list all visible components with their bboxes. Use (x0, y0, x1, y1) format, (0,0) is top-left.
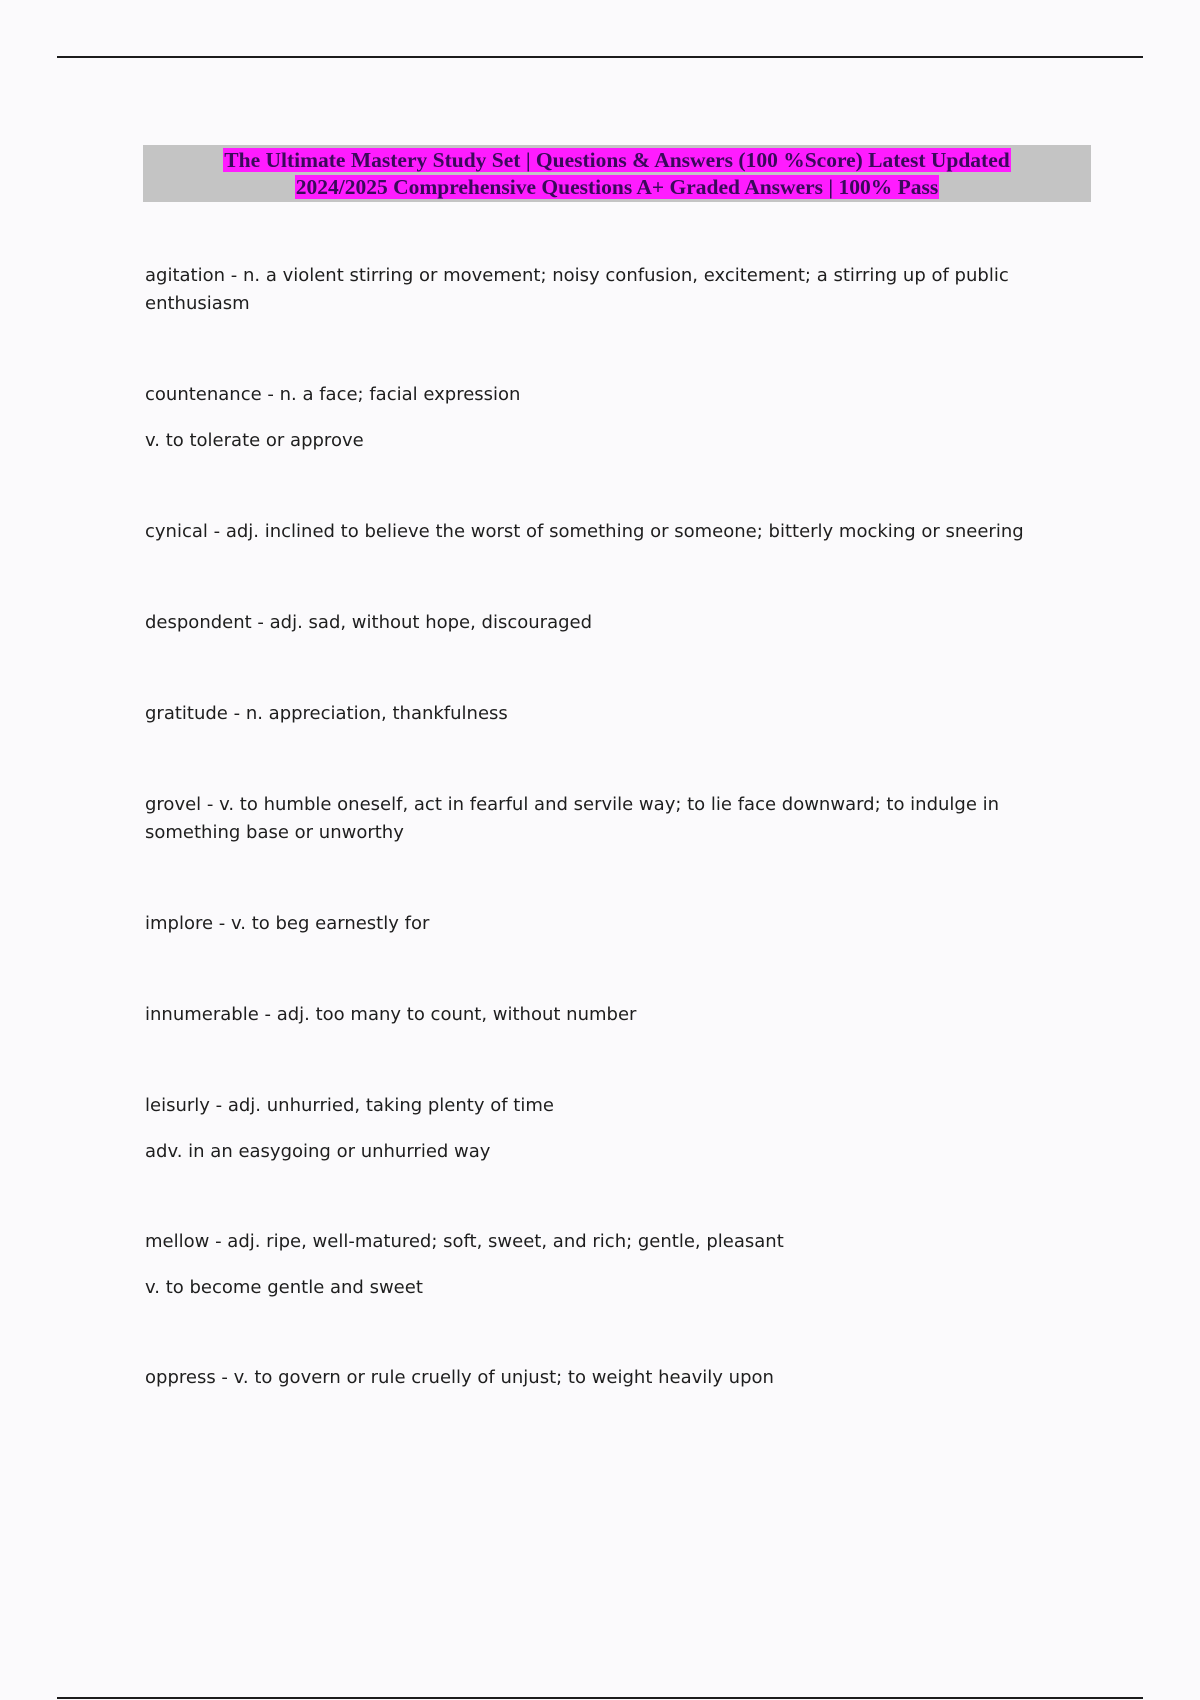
entry-despondent (145, 609, 1045, 637)
entry-text: countenance - n. a face; facial expression (145, 384, 521, 405)
entry-subtext: adv. in an easygoing or unhurried way (145, 1141, 491, 1162)
entry-text: cynical - adj. inclined to believe the worst of something or someone; bitterly mocking or sneering (145, 521, 1024, 542)
entry-agitation (145, 262, 1045, 318)
title-line-2: 2024/2025 Comprehensive Questions A+ Graded Answers | 100% Pass (295, 174, 939, 199)
entry-leisurly (145, 1092, 1045, 1166)
entry-mellow (145, 1228, 1045, 1302)
entry-text: oppress - v. to govern or rule cruelly of unjust; to weight heavily upon (145, 1367, 774, 1388)
entry-implore (145, 910, 1045, 938)
entry-grovel (145, 791, 1045, 847)
document-title (167, 147, 1067, 201)
entry-text: grovel - v. to humble oneself, act in fearful and servile way; to lie face downward; to indulge in something base or unworthy (145, 794, 1000, 843)
top-rule (57, 56, 1143, 58)
entry-cynical (145, 518, 1045, 546)
entry-text: implore - v. to beg earnestly for (145, 913, 430, 934)
title-banner (143, 145, 1091, 202)
entry-text: leisurly - adj. unhurried, taking plenty of time (145, 1095, 554, 1116)
entry-countenance (145, 381, 1045, 455)
entry-subtext: v. to become gentle and sweet (145, 1277, 423, 1298)
entry-text: mellow - adj. ripe, well-matured; soft, sweet, and rich; gentle, pleasant (145, 1231, 784, 1252)
entry-text: gratitude - n. appreciation, thankfulness (145, 703, 508, 724)
entry-text: agitation - n. a violent stirring or movement; noisy confusion, excitement; a stirring up of public enthusiasm (145, 265, 1009, 314)
entry-gratitude (145, 700, 1045, 728)
bottom-rule (57, 1697, 1143, 1699)
entry-text: innumerable - adj. too many to count, without number (145, 1004, 637, 1025)
entry-text: despondent - adj. sad, without hope, discouraged (145, 612, 593, 633)
entry-subtext: v. to tolerate or approve (145, 430, 364, 451)
entry-oppress (145, 1364, 1045, 1392)
title-line-1: The Ultimate Mastery Study Set | Questions & Answers (100 %Score) Latest Updated (224, 147, 1010, 172)
entry-innumerable (145, 1001, 1045, 1029)
